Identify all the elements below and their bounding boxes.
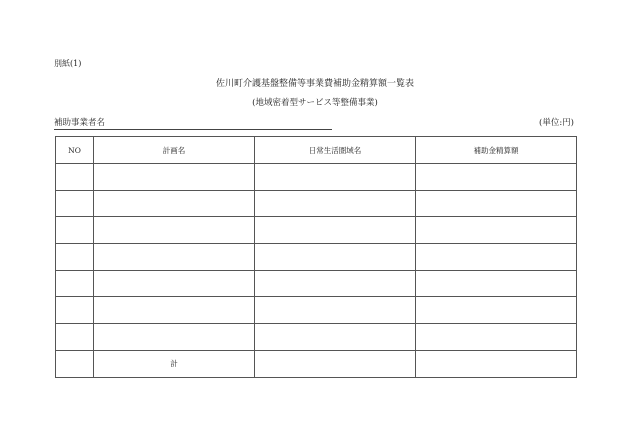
operator-name-label: 補助事業者名: [54, 118, 106, 128]
operator-name-line: [54, 117, 332, 130]
table-row: [56, 217, 577, 244]
cell-amount: [416, 324, 577, 351]
cell-area-name: [255, 244, 416, 271]
cell-no: [56, 190, 94, 217]
cell-plan-name: [94, 270, 255, 297]
cell-area-name: [255, 270, 416, 297]
cell-amount: [416, 244, 577, 271]
cell-no: [56, 244, 94, 271]
cell-plan-name: [94, 324, 255, 351]
table-row: [56, 190, 577, 217]
cell-area-name: [255, 217, 416, 244]
table-total-row: [56, 350, 577, 377]
table-row: [56, 244, 577, 271]
total-cell-amount: [416, 350, 577, 377]
document-title: 佐川町介護基盤整備等事業費補助金精算額一覧表: [215, 79, 414, 89]
table-row: [56, 297, 577, 324]
table-header-row: [56, 137, 577, 164]
cell-plan-name: [94, 164, 255, 191]
cell-amount: [416, 217, 577, 244]
cell-plan-name: [94, 190, 255, 217]
cell-area-name: [255, 190, 416, 217]
cell-area-name: [255, 297, 416, 324]
cell-plan-name: [94, 297, 255, 324]
header-plan-name: 計画名: [94, 137, 255, 164]
cell-amount: [416, 270, 577, 297]
total-cell-area: [255, 350, 416, 377]
header-no: NO: [56, 137, 94, 164]
table-row: [56, 270, 577, 297]
total-cell-no: [56, 350, 94, 377]
cell-no: [56, 270, 94, 297]
cell-area-name: [255, 164, 416, 191]
document-subtitle: (地域密着型サービス等整備事業): [252, 98, 378, 108]
reference-label: 別紙(1): [54, 59, 82, 68]
header-area-name: 日常生活圏域名: [255, 137, 416, 164]
cell-amount: [416, 297, 577, 324]
cell-no: [56, 164, 94, 191]
settlement-table: [55, 136, 577, 378]
header-settlement-amount: 補助金精算額: [416, 137, 577, 164]
cell-plan-name: [94, 244, 255, 271]
total-label: 計: [94, 350, 255, 377]
table-row: [56, 324, 577, 351]
unit-label: (単位:円): [539, 118, 574, 128]
cell-amount: [416, 164, 577, 191]
cell-plan-name: [94, 217, 255, 244]
cell-area-name: [255, 324, 416, 351]
cell-no: [56, 297, 94, 324]
table-row: [56, 164, 577, 191]
cell-amount: [416, 190, 577, 217]
cell-no: [56, 217, 94, 244]
cell-no: [56, 324, 94, 351]
